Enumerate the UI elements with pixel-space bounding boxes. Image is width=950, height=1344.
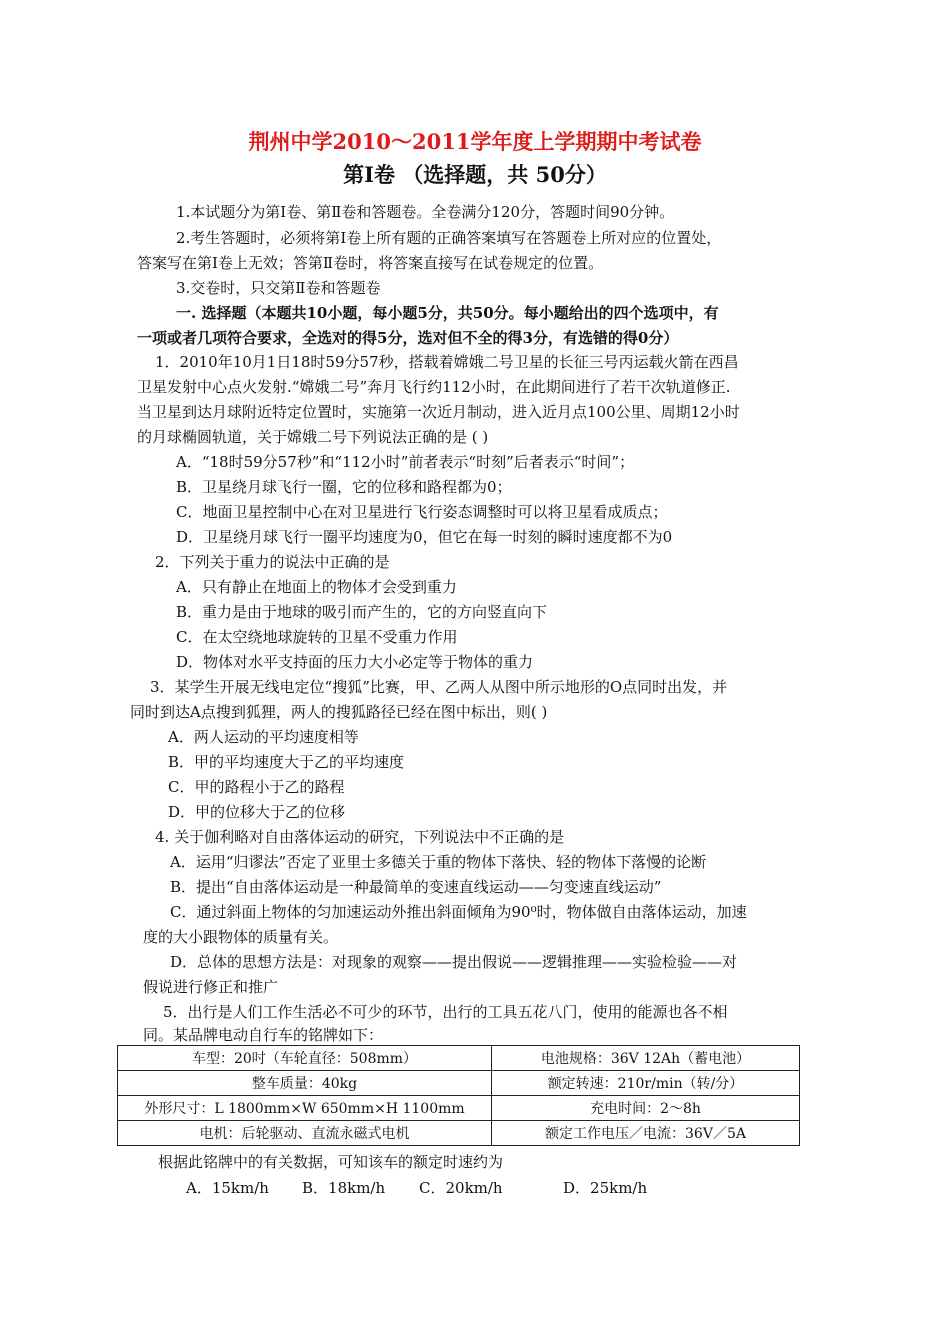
instruction-2-cont: 答案写在第Ⅰ卷上无效；答第Ⅱ卷时，将答案直接写在试卷规定的位置。 xyxy=(137,254,604,272)
q4-stem: 4. 关于伽利略对自由落体运动的研究，下列说法中不正确的是 xyxy=(155,828,565,846)
q5-option-c: C．20km/h xyxy=(419,1179,503,1197)
table-row xyxy=(118,1121,800,1146)
table-row xyxy=(118,1071,800,1096)
exam-title: 荆州中学2010～2011学年度上学期期中考试卷 xyxy=(248,129,702,154)
nameplate-table xyxy=(117,1045,800,1146)
table-cell: 电机：后轮驱动、直流永磁式电机 xyxy=(118,1121,492,1146)
q1-option-a: A．“18时59分57秒”和“112小时”前者表示“时刻”后者表示“时间”； xyxy=(176,453,635,471)
table-cell: 车型：20吋（车轮直径：508mm） xyxy=(118,1046,492,1071)
q1-stem-line3: 当卫星到达月球附近特定位置时，实施第一次近月制动，进入近月点100公里、周期12小时 xyxy=(137,403,740,421)
q1-stem-line1: 1．2010年10月1日18时59分57秒，搭载着嫦娥二号卫星的长征三号丙运载火箭在西昌 xyxy=(155,353,739,371)
table-cell: 电池规格：36V 12Ah（蓄电池） xyxy=(492,1046,800,1071)
table-cell: 额定转速：210r/min（转/分） xyxy=(492,1071,800,1096)
table-cell: 额定工作电压／电流：36V／5A xyxy=(492,1121,800,1146)
paper-subtitle: 第Ⅰ卷 （选择题，共 50分） xyxy=(343,162,607,187)
q5-option-a: A．15km/h xyxy=(186,1179,269,1197)
instruction-2: 2.考生答题时，必须将第Ⅰ卷上所有题的正确答案填写在答题卷上所对应的位置处， xyxy=(176,229,722,247)
q1-stem-line2: 卫星发射中心点火发射.“嫦娥二号”奔月飞行约112小时，在此期间进行了若干次轨道修正. xyxy=(137,378,731,396)
q1-option-b: B．卫星绕月球飞行一圈，它的位移和路程都为0； xyxy=(176,478,512,496)
table-cell: 整车质量：40kg xyxy=(118,1071,492,1096)
table-cell: 充电时间：2～8h xyxy=(492,1096,800,1121)
instruction-3: 3.交卷时，只交第Ⅱ卷和答题卷 xyxy=(176,279,381,297)
q4-option-a: A．运用“归谬法”否定了亚里士多德关于重的物体下落快、轻的物体下落慢的论断 xyxy=(170,853,707,871)
q5-stem-line1: 5．出行是人们工作生活必不可少的环节，出行的工具五花八门，使用的能源也各不相 xyxy=(163,1003,728,1021)
q1-stem-line4: 的月球椭圆轨道，关于嫦娥二号下列说法正确的是 ( ) xyxy=(137,428,489,446)
q5-question: 根据此铭牌中的有关数据，可知该车的额定时速约为 xyxy=(158,1153,504,1171)
q3-stem-line1: 3．某学生开展无线电定位“搜狐”比赛，甲、乙两人从图中所示地形的O点同时出发，并 xyxy=(150,678,728,696)
q4-option-d: D．总体的思想方法是：对现象的观察——提出假说——逻辑推理——实验检验——对 xyxy=(170,953,738,971)
q5-option-d: D．25km/h xyxy=(563,1179,648,1197)
section-heading-line1: 一. 选择题（本题共10小题，每小题5分，共50分。每小题给出的四个选项中，有 xyxy=(176,304,719,322)
q3-option-c: C．甲的路程小于乙的路程 xyxy=(168,778,345,796)
q4-option-c-cont: 度的大小跟物体的质量有关。 xyxy=(143,928,339,946)
section-heading-line2: 一项或者几项符合要求，全选对的得5分，选对但不全的得3分，有选错的得0分） xyxy=(137,329,679,347)
q3-option-b: B．甲的平均速度大于乙的平均速度 xyxy=(168,753,405,771)
q4-option-b: B．提出“自由落体运动是一种最简单的变速直线运动——匀变速直线运动” xyxy=(170,878,662,896)
q4-option-d-cont: 假说进行修正和推广 xyxy=(143,978,279,996)
q1-option-d: D．卫星绕月球飞行一圈平均速度为0，但它在每一时刻的瞬时速度都不为0 xyxy=(176,528,673,546)
table-row xyxy=(118,1046,800,1071)
q3-option-a: A．两人运动的平均速度相等 xyxy=(168,728,359,746)
q2-option-a: A．只有静止在地面上的物体才会受到重力 xyxy=(176,578,457,596)
table-cell: 外形尺寸：L 1800mm×W 650mm×H 1100mm xyxy=(118,1096,492,1121)
instruction-1: 1.本试题分为第Ⅰ卷、第Ⅱ卷和答题卷。全卷满分120分，答题时间90分钟。 xyxy=(176,203,675,221)
q3-option-d: D．甲的位移大于乙的位移 xyxy=(168,803,346,821)
q2-option-b: B．重力是由于地球的吸引而产生的，它的方向竖直向下 xyxy=(176,603,548,621)
q2-option-c: C．在太空绕地球旋转的卫星不受重力作用 xyxy=(176,628,458,646)
q3-stem-line2: 同时到达A点搜到狐狸，两人的搜狐路径已经在图中标出，则( ) xyxy=(130,703,548,721)
table-row xyxy=(118,1096,800,1121)
q5-option-b: B．18km/h xyxy=(302,1179,386,1197)
q2-option-d: D．物体对水平支持面的压力大小必定等于物体的重力 xyxy=(176,653,534,671)
q4-option-c: C．通过斜面上物体的匀加速运动外推出斜面倾角为90⁰时，物体做自由落体运动，加速 xyxy=(170,903,747,921)
q1-option-c: C．地面卫星控制中心在对卫星进行飞行姿态调整时可以将卫星看成质点； xyxy=(176,503,668,521)
q2-stem: 2．下列关于重力的说法中正确的是 xyxy=(155,553,390,571)
q5-stem-line2: 同。某品牌电动自行车的铭牌如下： xyxy=(143,1026,384,1044)
